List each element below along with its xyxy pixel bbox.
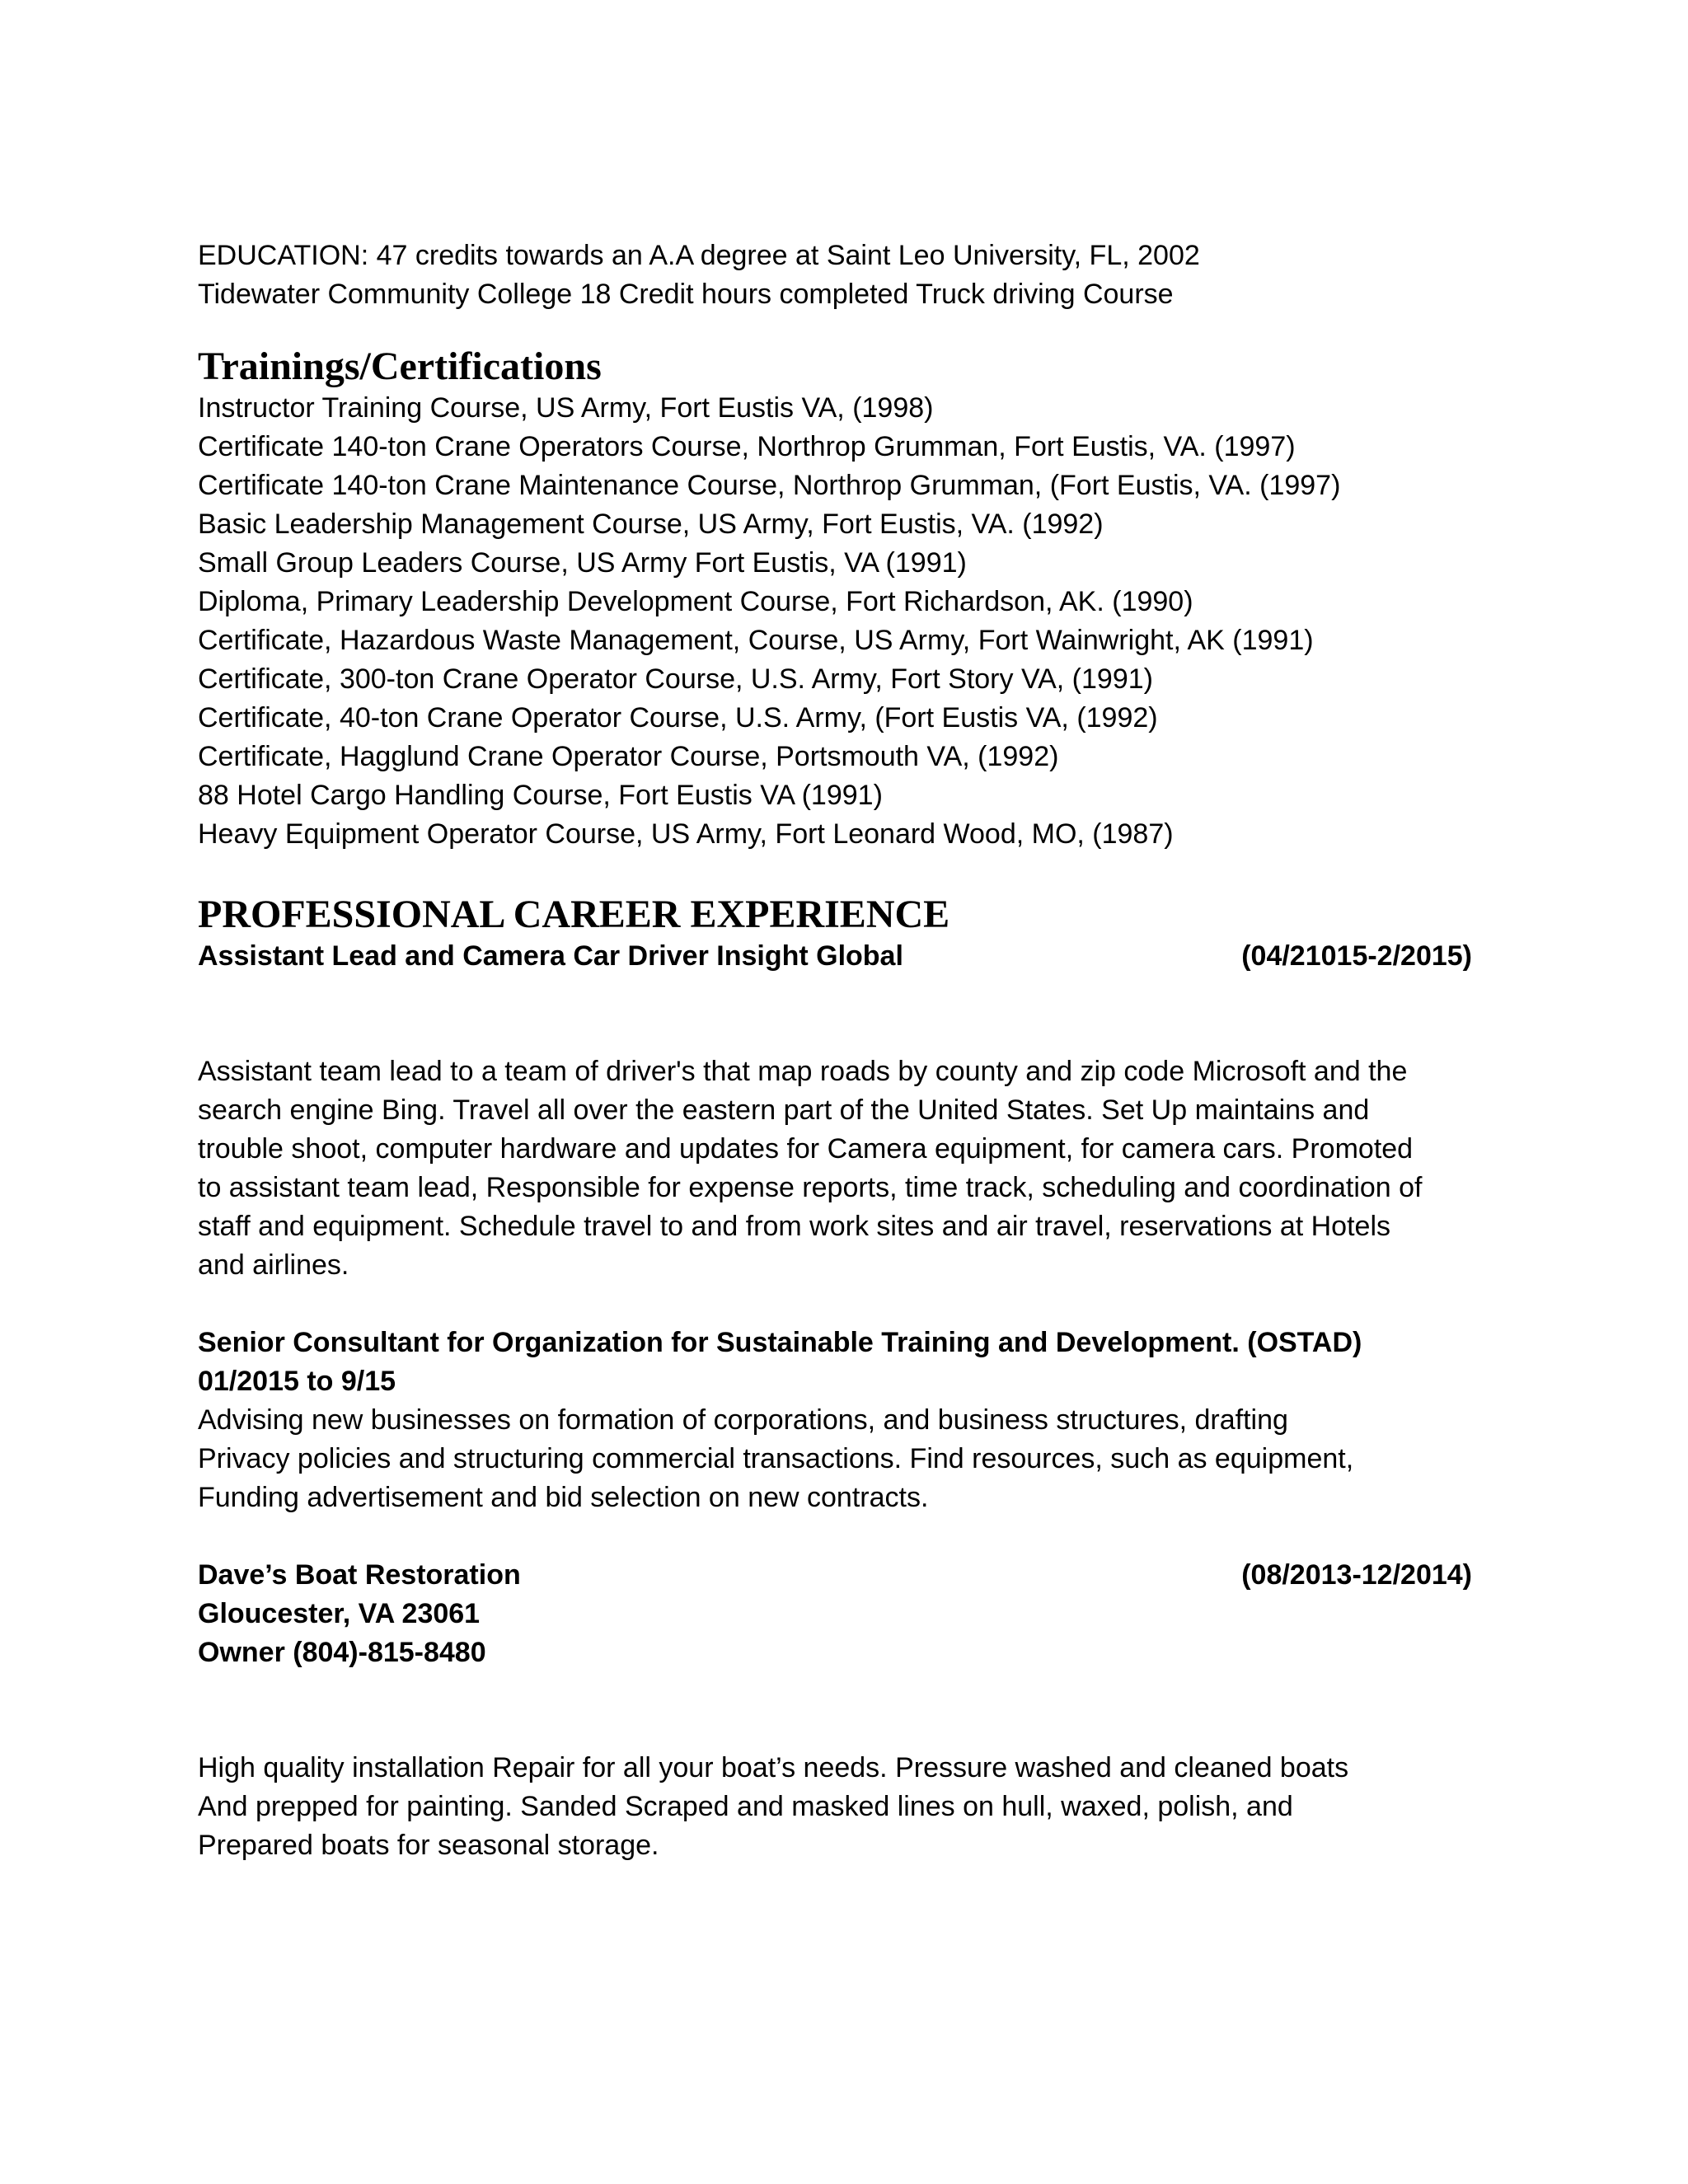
education-section	[198, 237, 1484, 314]
education-line-2: Tidewater Community College 18 Credit hours completed Truck driving Course	[198, 279, 1174, 310]
job-header-row	[198, 1556, 1472, 1595]
job-description	[198, 1749, 1484, 1865]
training-item: 88 Hotel Cargo Handling Course, Fort Eustis VA (1991)	[198, 780, 883, 811]
training-item: Certificate, Hagglund Crane Operator Course, Portsmouth VA, (1992)	[198, 741, 1059, 772]
job-title: Assistant Lead and Camera Car Driver Insight Global	[198, 940, 903, 972]
job-location: Gloucester, VA 23061	[198, 1598, 481, 1629]
training-item: Instructor Training Course, US Army, Fort Eustis VA, (1998)	[198, 392, 934, 424]
training-item: Certificate, 300-ton Crane Operator Course, U.S. Army, Fort Story VA, (1991)	[198, 663, 1153, 695]
job-description-line: Privacy policies and structuring commercial transactions. Find resources, such as equipment,	[198, 1443, 1354, 1474]
education-line-1: EDUCATION: 47 credits towards an A.A degree at Saint Leo University, FL, 2002	[198, 240, 1200, 271]
job-description-line: Funding advertisement and bid selection on new contracts.	[198, 1482, 929, 1513]
job-title: Senior Consultant for Organization for Sustainable Training and Development. (OSTAD)	[198, 1327, 1362, 1358]
trainings-heading: Trainings/Certifications	[198, 344, 602, 388]
job-description-line: Advising new businesses on formation of corporations, and business structures, drafting	[198, 1404, 1288, 1436]
job-title: Dave’s Boat Restoration	[198, 1559, 521, 1591]
job-description-line: search engine Bing. Travel all over the eastern part of the United States. Set Up maintains and	[198, 1094, 1370, 1126]
job-description-line: to assistant team lead, Responsible for expense reports, time track, scheduling and coordination of	[198, 1172, 1423, 1203]
job-description-line: Assistant team lead to a team of driver's that map roads by county and zip code Microsoft and the	[198, 1056, 1408, 1087]
training-item: Small Group Leaders Course, US Army Fort Eustis, VA (1991)	[198, 547, 967, 579]
training-item: Basic Leadership Management Course, US Army, Fort Eustis, VA. (1992)	[198, 509, 1104, 540]
job-dates: (04/21015-2/2015)	[1241, 940, 1472, 972]
job-entry-daves-boat-restoration	[198, 1556, 1484, 1865]
experience-section	[198, 893, 1484, 1865]
job-description-line: trouble shoot, computer hardware and updates for Camera equipment, for camera cars. Promoted	[198, 1133, 1414, 1165]
job-description-line: staff and equipment. Schedule travel to and from work sites and air travel, reservations at Hotels	[198, 1211, 1390, 1242]
trainings-list	[198, 389, 1484, 854]
job-description-line: and airlines.	[198, 1249, 349, 1281]
job-description-line: High quality installation Repair for all your boat’s needs. Pressure washed and cleaned boats	[198, 1752, 1349, 1783]
job-role: Owner (804)-815-8480	[198, 1637, 486, 1668]
job-dates: 01/2015 to 9/15	[198, 1366, 396, 1397]
job-description-line: Prepared boats for seasonal storage.	[198, 1830, 659, 1861]
job-dates: (08/2013-12/2014)	[1241, 1559, 1472, 1591]
job-entry-ostad	[198, 1324, 1484, 1517]
training-item: Certificate, 40-ton Crane Operator Course, U.S. Army, (Fort Eustis VA, (1992)	[198, 702, 1158, 733]
trainings-section	[198, 344, 1484, 854]
job-description	[198, 1052, 1484, 1285]
job-entry-insight-global	[198, 937, 1484, 1285]
job-header-row	[198, 937, 1472, 976]
training-item: Heavy Equipment Operator Course, US Army, Fort Leonard Wood, MO, (1987)	[198, 818, 1174, 850]
training-item: Certificate, Hazardous Waste Management, Course, US Army, Fort Wainwright, AK (1991)	[198, 625, 1314, 656]
training-item: Certificate 140-ton Crane Maintenance Course, Northrop Grumman, (Fort Eustis, VA. (1997)	[198, 470, 1341, 501]
training-item: Diploma, Primary Leadership Development Course, Fort Richardson, AK. (1990)	[198, 586, 1193, 617]
experience-heading: PROFESSIONAL CAREER EXPERIENCE	[198, 893, 950, 936]
training-item: Certificate 140-ton Crane Operators Course, Northrop Grumman, Fort Eustis, VA. (1997)	[198, 431, 1296, 462]
resume-content	[198, 237, 1484, 1865]
job-description-line: And prepped for painting. Sanded Scraped and masked lines on hull, waxed, polish, and	[198, 1791, 1293, 1822]
